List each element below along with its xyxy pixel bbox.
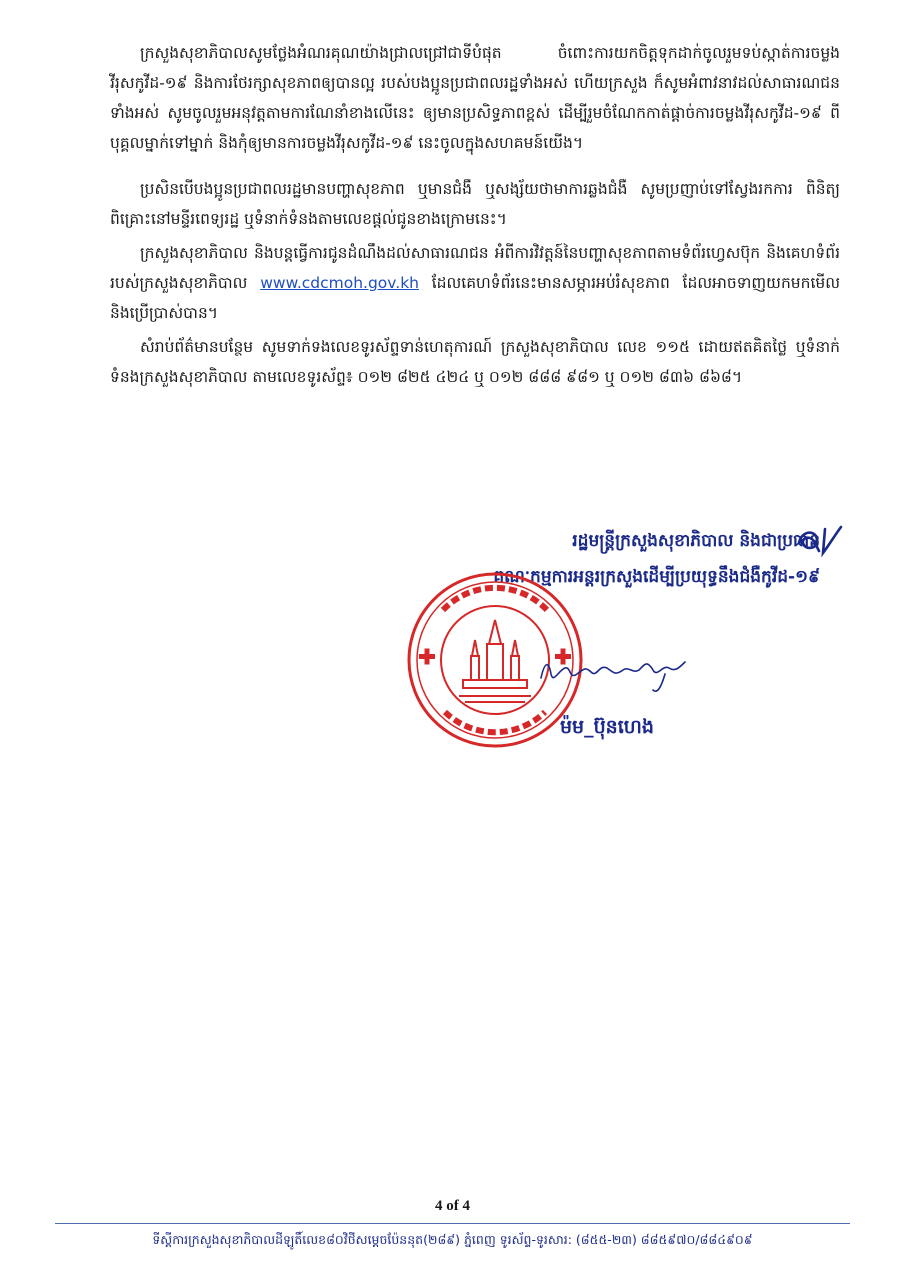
- signature-title-line2: គណៈកម្មការអន្តរក្រសួងដើម្បីប្រយុទ្ធនឹងជំងឺកូវីដ-១៩: [493, 567, 820, 587]
- initials-mark-icon: [795, 523, 845, 557]
- paragraph-announcements: [110, 238, 840, 328]
- footer-address: ទីស្តីការក្រសួងសុខាភិបាលដីឡូតិ៍លេខ៨០វិថីសម្តេចប៉ែននុត(២៨៩) ភ្នំពេញ ទូរស័ព្ទ-ទូរសារ: (៨៥៥-២៣) ៨៨៥៩៧០/៨៨៤៩០៩: [152, 1232, 753, 1247]
- website-link[interactable]: www.cdcmoh.gov.kh: [260, 274, 419, 292]
- paragraph-announcements-tail: ដែលគេហទំព័រនេះមានសម្ភារអប់រំសុខភាព ដែលអាចទាញយកមកមើល និងប្រើប្រាស់បាន។: [110, 274, 840, 322]
- footer-divider: [55, 1223, 850, 1224]
- signature-title-line1: រដ្ឋមន្ត្រីក្រសួងសុខាភិបាល និងជាប្រធាន: [572, 531, 820, 551]
- paragraph-thanks: ក្រសួងសុខាភិបាលសូមថ្លែងអំណរគុណយ៉ាងជ្រាលជ្រៅជាទីបំផុត ចំពោះការយកចិត្តទុកដាក់ចូលរួមទប់ស្កាត់ការចម្លងវីរុសកូវីដ-១៩ និងការថែរក្សាសុខភាពឲ្យបានល្អ របស់បងប្អូនប្រជាពលរដ្ឋទាំងអស់ ហើយក្រសួង ក៏សូមអំពាវនាវដល់សាធារណជនទាំងអស់ សូមចូលរួមអនុវត្តតាមការណែនាំខាងលើនេះ ឲ្យមានប្រសិទ្ធភាពខ្ពស់ ដើម្បីរួមចំណែកកាត់ផ្តាច់ការចម្លងវីរុសកូវីដ-១៩ ពីបុគ្គលម្នាក់ទៅម្នាក់ និងកុំឲ្យមានការចម្លងវីរុសកូវីដ-១៩ នេះចូលក្នុងសហគមន៍យើង។: [110, 44, 840, 152]
- signer-name: ម៉ម_ប៊ុនហេង: [560, 716, 654, 738]
- document-body: [110, 38, 840, 408]
- page-number: 4 of 4: [435, 1198, 470, 1214]
- paragraph-announcements-text: ក្រសួងសុខាភិបាល និងបន្តធ្វើការជូនដំណឹងដល់សាធារណជន អំពីការវិវត្តន៍នៃបញ្ហាសុខភាពតាមទំព័រហ្វេសប៊ុក និងគេហទំព័ររបស់ក្រសួងសុខាភិបាល: [110, 244, 840, 292]
- paragraph-health-problems: ប្រសិនបើបងប្អូនប្រជាពលរដ្ឋមានបញ្ហាសុខភាព ឬមានជំងឺ ឬសង្ស័យថាមាការឆ្លងជំងឺ សូមប្រញាប់ទៅស្វែងរកការ ពិនិត្យពិគ្រោះនៅមន្ទីរពេទ្យរដ្ឋ ឬទំនាក់ទំនងតាមលេខផ្តល់ជូនខាងក្រោមនេះ។: [110, 180, 840, 228]
- handwritten-signature-icon: [535, 640, 695, 700]
- paragraph-contact: សំរាប់ព័ត៌មានបន្ថែម សូមទាក់ទងលេខទូរស័ព្ទទាន់ហេតុការណ៍ ក្រសួងសុខាភិបាល លេខ ១១៥ ដោយឥតគិតថ្លៃ ឬទំនាក់ទំនងក្រសួងសុខាភិបាល តាមលេខទូរស័ព្ទ៖ ០១២ ៨២៥ ៤២៤ ឬ ០១២ ៨៨៨ ៩៨១ ឬ ០១២ ៨៣៦ ៨៦៨។: [110, 338, 840, 386]
